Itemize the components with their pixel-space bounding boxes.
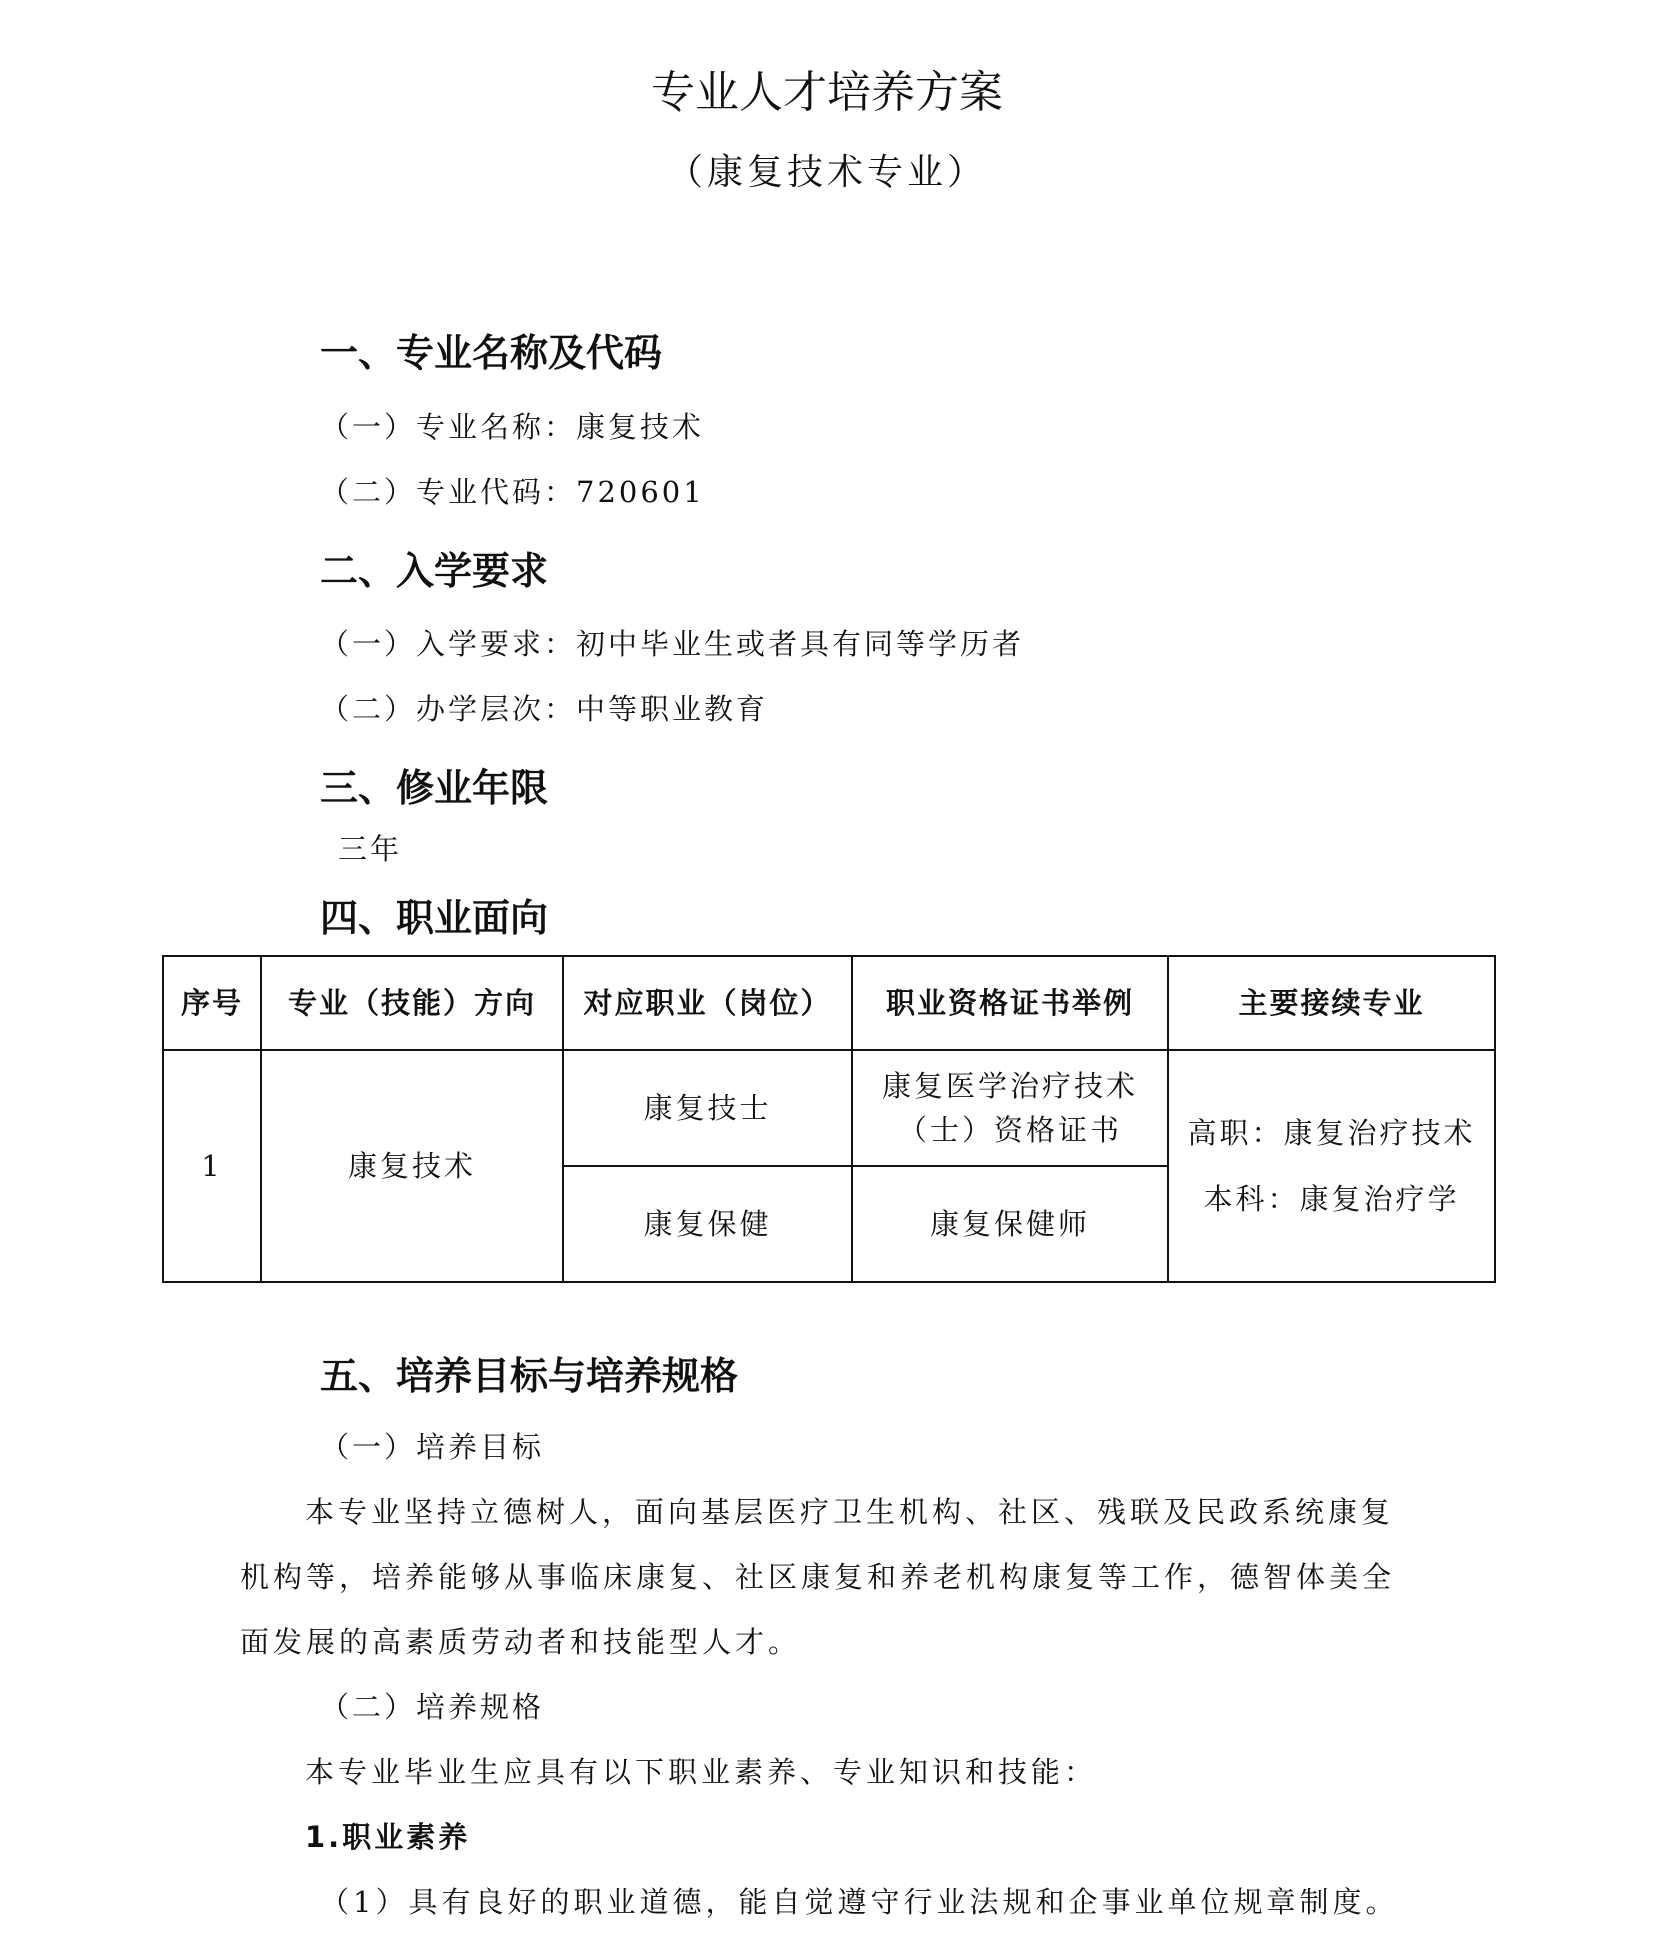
goal-line-1: 本专业坚持立德树人，面向基层医疗卫生机构、社区、残联及民政系统康复 <box>305 1495 1395 1529</box>
major-code: （二）专业代码：720601 <box>320 475 705 509</box>
major-name: （一）专业名称：康复技术 <box>320 410 705 444</box>
section-5-heading: 五、培养目标与培养规格 <box>320 1354 739 1398</box>
table-row <box>163 1050 1495 1166</box>
section-1-heading: 一、专业名称及代码 <box>320 331 663 375</box>
cell-direction: 康复技术 <box>261 1050 563 1282</box>
header-certificate: 职业资格证书举例 <box>852 956 1168 1050</box>
continuing-major-vocational: 高职：康复治疗技术 <box>1187 1116 1476 1150</box>
header-continuing-major: 主要接续专业 <box>1168 956 1495 1050</box>
document-subtitle: （康复技术专业） <box>666 152 987 193</box>
header-seq: 序号 <box>163 956 261 1050</box>
goal-heading: （一）培养目标 <box>320 1430 545 1464</box>
admission-requirement: （一）入学要求：初中毕业生或者具有同等学历者 <box>320 627 1025 661</box>
cell-cert-2: 康复保健师 <box>852 1166 1168 1282</box>
continuing-major-undergraduate: 本科：康复治疗学 <box>1203 1182 1460 1216</box>
header-job: 对应职业（岗位） <box>563 956 852 1050</box>
professional-quality-heading: 1.职业素养 <box>305 1820 471 1854</box>
table-header-row <box>163 956 1495 1050</box>
spec-heading: （二）培养规格 <box>320 1690 545 1724</box>
section-3-heading: 三、修业年限 <box>320 766 549 810</box>
cell-cert-1: 康复医学治疗技术（士）资格证书 <box>852 1050 1168 1166</box>
document-title: 专业人才培养方案 <box>651 67 1003 118</box>
goal-line-2: 机构等，培养能够从事临床康复、社区康复和养老机构康复等工作，德智体美全 <box>240 1560 1396 1594</box>
cell-continuing-major <box>1168 1050 1495 1282</box>
cell-seq: 1 <box>163 1050 261 1282</box>
cell-job-1: 康复技士 <box>563 1050 852 1166</box>
section-2-heading: 二、入学要求 <box>320 549 549 593</box>
career-table <box>162 955 1496 1283</box>
quality-item-1: （1）具有良好的职业道德，能自觉遵守行业法规和企事业单位规章制度。 <box>320 1885 1399 1919</box>
section-4-heading: 四、职业面向 <box>320 896 549 940</box>
study-duration: 三年 <box>338 832 403 866</box>
spec-intro: 本专业毕业生应具有以下职业素养、专业知识和技能： <box>305 1755 1098 1789</box>
cell-job-2: 康复保健 <box>563 1166 852 1282</box>
header-direction: 专业（技能）方向 <box>261 956 563 1050</box>
goal-line-3: 面发展的高素质劳动者和技能型人才。 <box>240 1625 802 1659</box>
education-level: （二）办学层次：中等职业教育 <box>320 692 769 726</box>
